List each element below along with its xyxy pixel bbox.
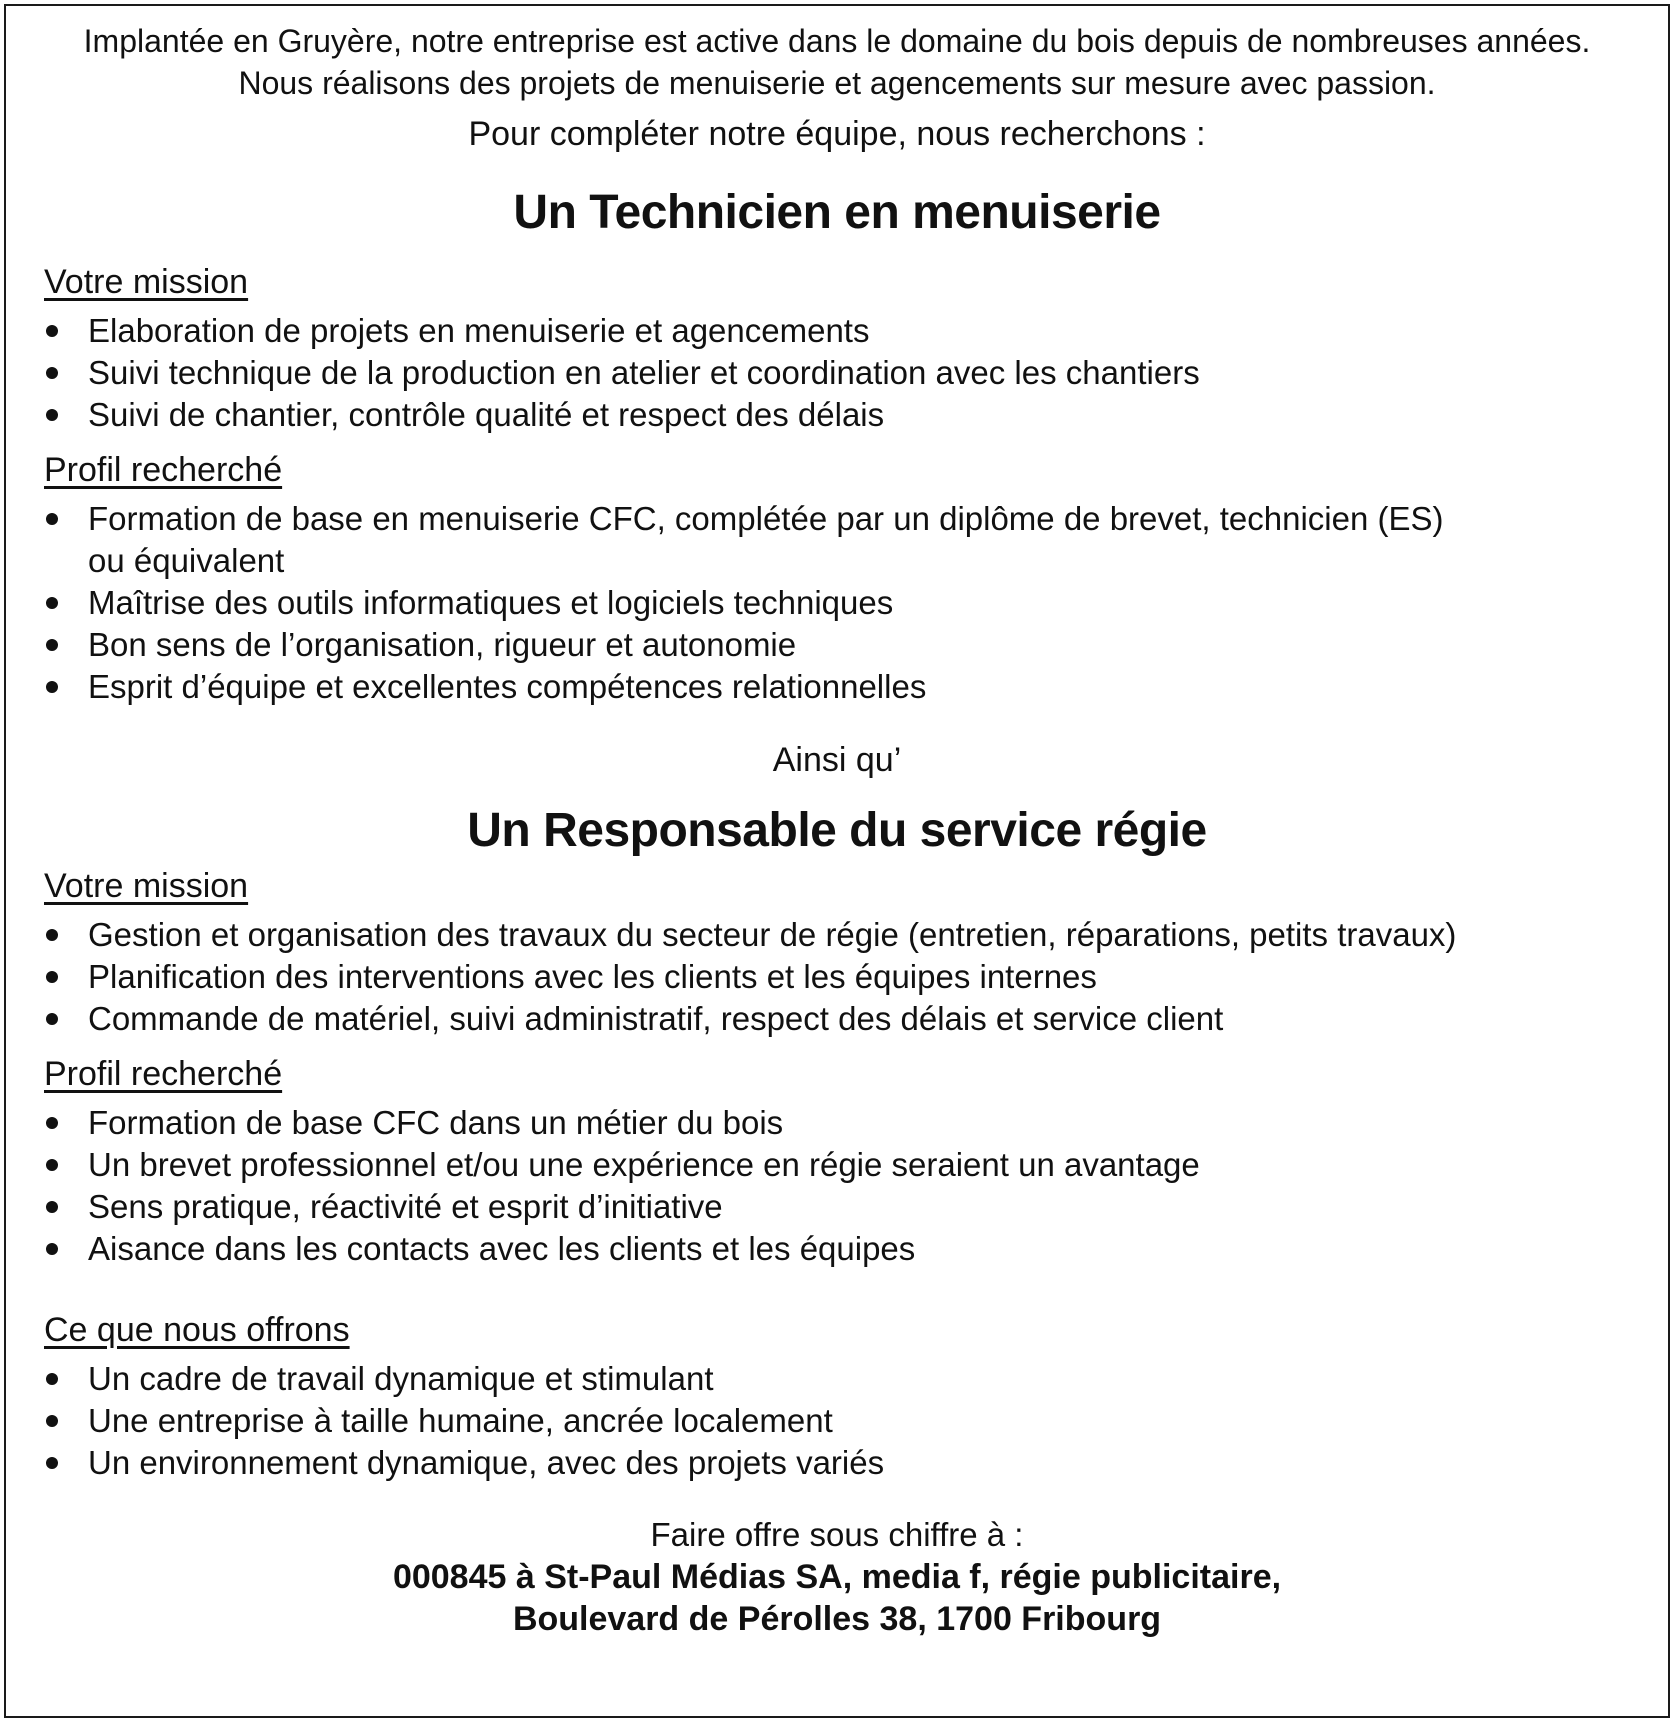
list-item: Esprit d’équipe et excellentes compétences relationnelles — [44, 666, 1638, 708]
job2-mission-section — [6, 864, 1668, 1040]
contact-lead: Faire offre sous chiffre à : — [650, 1516, 1024, 1553]
list-item: Suivi technique de la production en atelier et coordination avec les chantiers — [44, 352, 1638, 394]
job2-profile-list — [44, 1102, 1638, 1270]
job1-mission-list — [44, 310, 1638, 436]
job1-profile-list — [44, 498, 1638, 708]
job1-profile-heading: Profil recherché — [44, 451, 283, 489]
offer-heading: Ce que nous offrons — [44, 1311, 350, 1349]
list-item: Elaboration de projets en menuiserie et agencements — [44, 310, 1638, 352]
job2-profile-heading: Profil recherché — [44, 1055, 283, 1093]
job2-profile-section — [6, 1052, 1668, 1270]
job2-mission-heading: Votre mission — [44, 867, 249, 905]
offer-section — [6, 1308, 1668, 1484]
job1-profile-section — [6, 448, 1668, 708]
intro-line-1: Implantée en Gruyère, notre entreprise est active dans le domaine du bois depuis de nombreuses années. — [83, 23, 1591, 59]
contact-line-2: Boulevard de Pérolles 38, 1700 Fribourg — [512, 1600, 1162, 1638]
list-item: Planification des interventions avec les clients et les équipes internes — [44, 956, 1638, 998]
list-item: Un brevet professionnel et/ou une expérience en régie seraient un avantage — [44, 1144, 1638, 1186]
job2-mission-list — [44, 914, 1638, 1040]
job1-mission-section — [6, 260, 1668, 436]
list-item: Commande de matériel, suivi administratif, respect des délais et service client — [44, 998, 1638, 1040]
list-item: Formation de base CFC dans un métier du bois — [44, 1102, 1638, 1144]
job1-mission-heading: Votre mission — [44, 263, 249, 301]
list-item: Maîtrise des outils informatiques et logiciels techniques — [44, 582, 1638, 624]
intro-line-2: Nous réalisons des projets de menuiserie et agencements sur mesure avec passion. — [238, 65, 1436, 101]
list-item: Formation de base en menuiserie CFC, complétée par un diplôme de brevet, technicien (ES) ou équivalent — [44, 498, 1638, 582]
offer-list — [44, 1358, 1638, 1484]
list-item: Un cadre de travail dynamique et stimulant — [44, 1358, 1638, 1400]
list-item: Gestion et organisation des travaux du secteur de régie (entretien, réparations, petits travaux) — [44, 914, 1638, 956]
intro-text — [6, 20, 1668, 104]
list-item: Bon sens de l’organisation, rigueur et autonomie — [44, 624, 1638, 666]
connector-text: Ainsi qu’ — [772, 741, 902, 779]
contact-block — [6, 1514, 1668, 1640]
job1-title: Un Technicien en menuiserie — [513, 186, 1161, 239]
list-item: Suivi de chantier, contrôle qualité et respect des délais — [44, 394, 1638, 436]
list-item: Aisance dans les contacts avec les clients et les équipes — [44, 1228, 1638, 1270]
list-item: Une entreprise à taille humaine, ancrée localement — [44, 1400, 1638, 1442]
job-ad-frame — [4, 4, 1670, 1718]
list-item: Un environnement dynamique, avec des projets variés — [44, 1442, 1638, 1484]
contact-line-1: 000845 à St-Paul Médias SA, media f, régie publicitaire, — [392, 1558, 1282, 1596]
list-item: Sens pratique, réactivité et esprit d’initiative — [44, 1186, 1638, 1228]
intro-lead: Pour compléter notre équipe, nous recherchons : — [468, 115, 1206, 153]
job2-title: Un Responsable du service régie — [467, 804, 1207, 857]
